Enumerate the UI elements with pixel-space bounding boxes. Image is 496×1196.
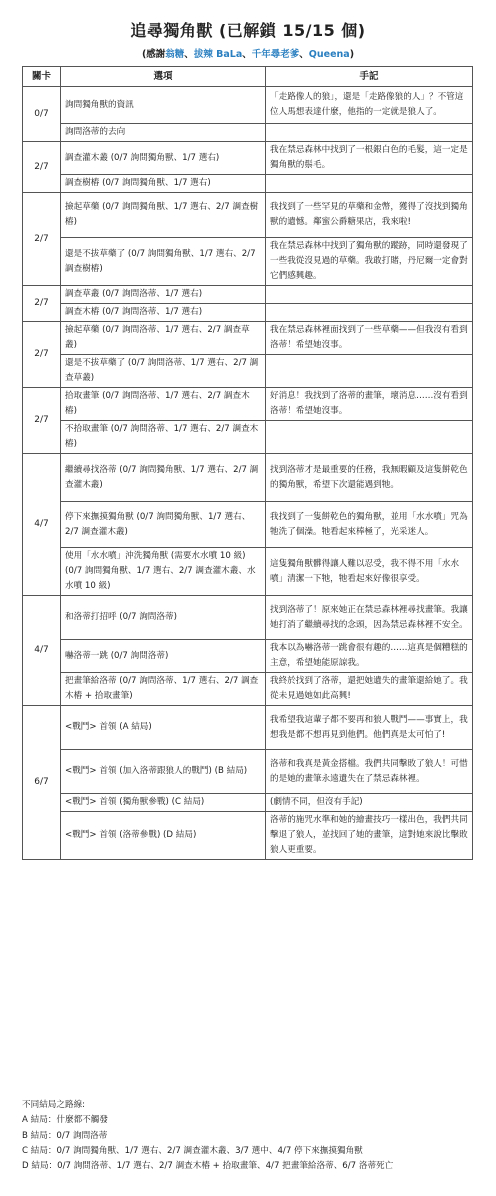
note-cell: 我找到了一些罕見的草藥和金幣，獲得了沒找到獨角獸的遺憾。鄰蜜公爵糖果店，我來啦!: [266, 193, 473, 238]
option-cell: 嚇洛蒂一跳 (0/7 詢問洛蒂): [61, 640, 266, 673]
endings-section: [22, 1098, 492, 1174]
table-row: [23, 596, 473, 640]
note-cell: [266, 286, 473, 304]
option-cell: 使用「水水噴」沖洗獨角獸 (需要水水噴 10 級) (0/7 詢問獨角獸、1/7 選右、2/7 調查灌木叢、水水噴 10 級): [61, 548, 266, 596]
note-cell: 洛蒂和我真是黃金搭檔。我們共同擊敗了狼人！可惜的是她的畫筆永遠遺失在了禁忌森林裡。: [266, 750, 473, 794]
option-cell: 還是不拔草藥了 (0/7 詢問獨角獸、1/7 選右、2/7 調查樹樁): [61, 238, 266, 286]
table-row: [23, 142, 473, 175]
option-cell: 撿起草藥 (0/7 詢問獨角獸、1/7 選右、2/7 調查樹樁): [61, 193, 266, 238]
choices-table: [22, 66, 473, 860]
option-cell: 和洛蒂打招呼 (0/7 詢問洛蒂): [61, 596, 266, 640]
stage-cell: 2/7: [23, 322, 61, 388]
option-cell: 還是不拔草藥了 (0/7 詢問洛蒂、1/7 選右、2/7 調查草叢): [61, 355, 266, 388]
option-cell: 撿起草藥 (0/7 詢問洛蒂、1/7 選右、2/7 調查草叢): [61, 322, 266, 355]
thanks-line: (感謝翁糖、拔辣 BaLa、千年尋老爹、Queena): [141, 49, 355, 60]
table-row: [23, 87, 473, 124]
ending-line: A 結局：什麼都不觸發: [22, 1115, 108, 1126]
thanks-name-link[interactable]: 千年尋老爹: [251, 49, 300, 60]
option-cell: 調查草叢 (0/7 詢問洛蒂、1/7 選右): [61, 286, 266, 304]
note-cell: [266, 421, 473, 454]
ending-line: B 結局：0/7 詢問洛蒂: [22, 1130, 108, 1141]
note-cell: 這隻獨角獸髒得讓人難以忍受，我不得不用「水水噴」清潔一下牠，牠看起來好像很享受。: [266, 548, 473, 596]
page-title: 追尋獨角獸 (已解鎖 15/15 個): [130, 21, 366, 40]
option-cell: 繼續尋找洛蒂 (0/7 詢問獨角獸、1/7 選右、2/7 調查灌木叢): [61, 454, 266, 502]
table-row: [23, 322, 473, 355]
header-option: 選項: [61, 67, 266, 87]
stage-cell: 2/7: [23, 193, 61, 286]
stage-cell: 6/7: [23, 706, 61, 860]
thanks-prefix: (感謝: [141, 49, 166, 60]
note-cell: [266, 304, 473, 322]
thanks-name-link[interactable]: Queena: [308, 49, 350, 60]
option-cell: 不拾取畫筆 (0/7 詢問洛蒂、1/7 選右、2/7 調查木樁): [61, 421, 266, 454]
table-row: [23, 812, 473, 860]
table-row: [23, 124, 473, 142]
option-cell: <戰鬥> 首領 (獨角獸參戰) (C 結局): [61, 794, 266, 812]
table-row: [23, 388, 473, 421]
stage-cell: 4/7: [23, 454, 61, 596]
note-cell: 我希望我這輩子都不要再和狼人戰鬥——事實上，我想我是都不想再見到他們。他們真是太可怕了!: [266, 706, 473, 750]
option-cell: 停下來撫摸獨角獸 (0/7 詢問獨角獸、1/7 選右、2/7 調查灌木叢): [61, 502, 266, 548]
ending-line: D 結局：0/7 詢問洛蒂、1/7 選右、2/7 調查木樁 + 拾取畫筆、4/7 把畫筆給洛蒂、6/7 洛蒂死亡: [22, 1161, 394, 1172]
stage-cell: 2/7: [23, 142, 61, 193]
table-row: [23, 304, 473, 322]
table-row: [23, 794, 473, 812]
option-cell: 調查樹樁 (0/7 詢問獨角獸、1/7 選右): [61, 175, 266, 193]
note-cell: 找到洛蒂了！原來她正在禁忌森林裡尋找畫筆。我讓她打消了繼續尋找的念頭，因為禁忌森林裡不安全。: [266, 596, 473, 640]
table-header-row: [23, 67, 473, 87]
option-cell: 把畫筆給洛蒂 (0/7 詢問洛蒂、1/7 選右、2/7 調查木樁 + 拾取畫筆): [61, 673, 266, 706]
stage-cell: 2/7: [23, 286, 61, 322]
note-cell: 找到洛蒂才是最重要的任務，我無暇顧及這隻餅乾色的獨角獸，希望下次還能遇到牠。: [266, 454, 473, 502]
table-row: [23, 238, 473, 286]
note-cell: 好消息！我找到了洛蒂的畫筆，壞消息……沒有看到洛蒂！希望她沒事。: [266, 388, 473, 421]
note-cell: [266, 124, 473, 142]
table-row: [23, 355, 473, 388]
endings-heading: 不同結局之路線:: [22, 1100, 86, 1110]
note-cell: [266, 175, 473, 193]
note-cell: 「走路像人的狼」，還是「走路像狼的人」？不管這位人馬想表達什麼，他指的一定就是狼人了。: [266, 87, 473, 124]
option-cell: <戰鬥> 首領 (洛蒂參戰) (D 結局): [61, 812, 266, 860]
option-cell: <戰鬥> 首領 (加入洛蒂跟狼人的戰鬥) (B 結局): [61, 750, 266, 794]
stage-cell: 2/7: [23, 388, 61, 454]
option-cell: 詢問獨角獸的資訊: [61, 87, 266, 124]
note-cell: 我本以為嚇洛蒂一跳會很有趣的……這真是個糟糕的主意，希望她能原諒我。: [266, 640, 473, 673]
thanks-name-link[interactable]: 拔辣 BaLa: [193, 49, 243, 60]
stage-cell: 4/7: [23, 596, 61, 706]
option-cell: 調查灌木叢 (0/7 詢問獨角獸、1/7 選右): [61, 142, 266, 175]
note-cell: 我終於找到了洛蒂，還把她遺失的畫筆還給她了。我從未見過她如此高興!: [266, 673, 473, 706]
option-cell: 調查木樁 (0/7 詢問洛蒂、1/7 選右): [61, 304, 266, 322]
option-cell: 拾取畫筆 (0/7 詢問洛蒂、1/7 選右、2/7 調查木樁): [61, 388, 266, 421]
table-row: [23, 502, 473, 548]
table-row: [23, 750, 473, 794]
table-row: [23, 175, 473, 193]
table-row: [23, 673, 473, 706]
table-row: [23, 706, 473, 750]
note-cell: 我在禁忌森林中找到了獨角獸的蹤跡，同時還發現了一些我從沒見過的草藥。我敢打賭，丹尼爾一定會對它們感興趣。: [266, 238, 473, 286]
table-row: [23, 286, 473, 304]
note-cell: (劇情不同，但沒有手記): [266, 794, 473, 812]
table-row: [23, 548, 473, 596]
table-row: [23, 193, 473, 238]
note-cell: 我在禁忌森林中找到了一根銀白色的毛髮，這一定是獨角獸的鬃毛。: [266, 142, 473, 175]
stage-cell: 0/7: [23, 87, 61, 142]
thanks-name-link[interactable]: 翁糖: [165, 49, 185, 60]
option-cell: 詢問洛蒂的去向: [61, 124, 266, 142]
table-row: [23, 421, 473, 454]
table-row: [23, 454, 473, 502]
ending-line: C 結局：0/7 詢問獨角獸、1/7 選右、2/7 調查灌木叢、3/7 選中、4/7 停下來撫摸獨角獸: [22, 1145, 363, 1156]
table-row: [23, 640, 473, 673]
note-cell: 我在禁忌森林裡面找到了一些草藥——但我沒有看到洛蒂！希望她沒事。: [266, 322, 473, 355]
note-cell: 我找到了一隻餅乾色的獨角獸，並用「水水噴」咒為牠洗了個澡。牠看起來棒極了，光采迷人。: [266, 502, 473, 548]
note-cell: 洛蒂的施咒水準和她的繪畫技巧一樣出色，我們共同擊退了狼人，並找回了她的畫筆，這對她來說比擊敗狼人更重要。: [266, 812, 473, 860]
thanks-suffix: ): [349, 49, 355, 60]
note-cell: [266, 355, 473, 388]
header-stage: 關卡: [23, 67, 61, 87]
option-cell: <戰鬥> 首領 (A 結局): [61, 706, 266, 750]
header-note: 手記: [266, 67, 473, 87]
